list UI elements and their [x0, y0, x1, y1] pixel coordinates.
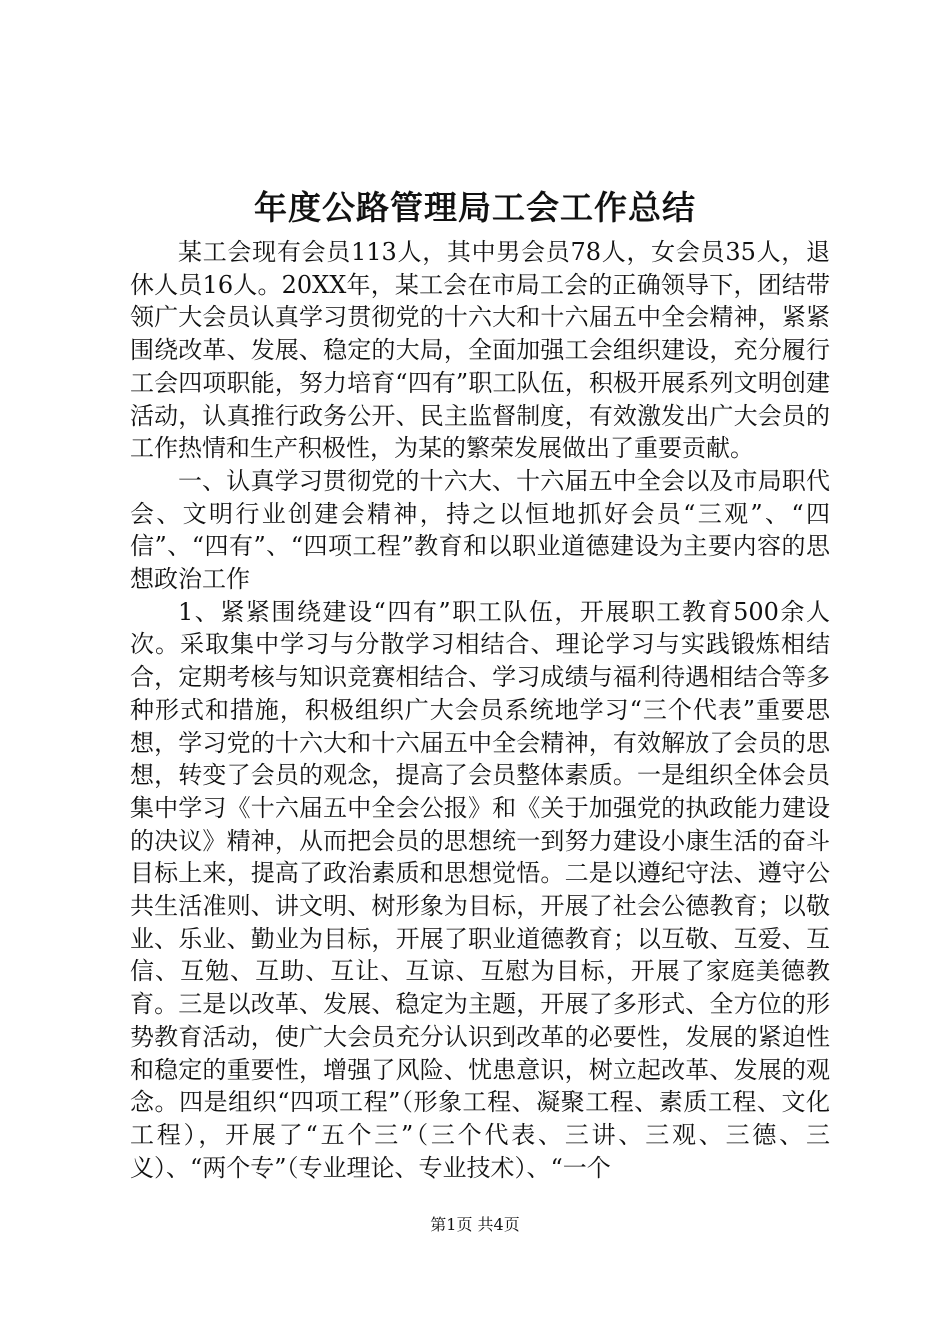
paragraph-intro: 某工会现有会员113人，其中男会员78人，女会员35人，退休人员16人。20XX年，某工会在市局工会的正确领导下，团结带领广大会员认真学习贯彻党的十六大和十六届五中全会精神，紧紧围绕改革、发展、稳定的大局，全面加强工会组织建设，充分履行工会四项职能，努力培育“四有”职工队伍，积极开展系列文明创建活动，认真推行政务公开、民主监督制度，有效激发出广大会员的工作热情和生产积极性，为某的繁荣发展做出了重要贡献。: [130, 238, 830, 463]
paragraph-item-1: 1、紧紧围绕建设“四有”职工队伍，开展职工教育500余人次。采取集中学习与分散学习相结合、理论学习与实践锻炼相结合，定期考核与知识竞赛相结合、学习成绩与福利待遇相结合等多种形式和措施，积极组织广大会员系统地学习“三个代表”重要思想，学习党的十六大和十六届五中全会精神，有效解放了会员的思想，转变了会员的观念，提高了会员整体素质。一是组织全体会员集中学习《十六届五中全会公报》和《关于加强党的执政能力建设的决议》精神，从而把会员的思想统一到努力建设小康生活的奋斗目标上来，提高了政治素质和思想觉悟。二是以遵纪守法、遵守公共生活准则、讲文明、树形象为目标，开展了社会公德教育；以敬业、乐业、勤业为目标，开展了职业道德教育；以互敬、互爱、互信、互勉、互助、互让、互谅、互慰为目标，开展了家庭美德教育。三是以改革、发展、稳定为主题，开展了多形式、全方位的形势教育活动，使广大会员充分认识到改革的必要性，发展的紧迫性和稳定的重要性，增强了风险、忧患意识，树立起改革、发展的观念。四是组织“四项工程”（形象工程、凝聚工程、素质工程、文化工程），开展了“五个三”（三个代表、三讲、三观、三德、三义）、“两个专”（专业理论、专业技术）、“一个: [130, 597, 830, 1182]
page-number-footer: 第1页 共4页: [430, 1215, 520, 1234]
document-title: 年度公路管理局工会工作总结: [254, 188, 696, 227]
document-body: [130, 236, 830, 1184]
paragraph-section-heading: 一、认真学习贯彻党的十六大、十六届五中全会以及市局职代会、文明行业创建会精神，持之以恒地抓好会员“三观”、“四信”、“四有”、“四项工程”教育和以职业道德建设为主要内容的思想政治工作: [130, 466, 830, 594]
